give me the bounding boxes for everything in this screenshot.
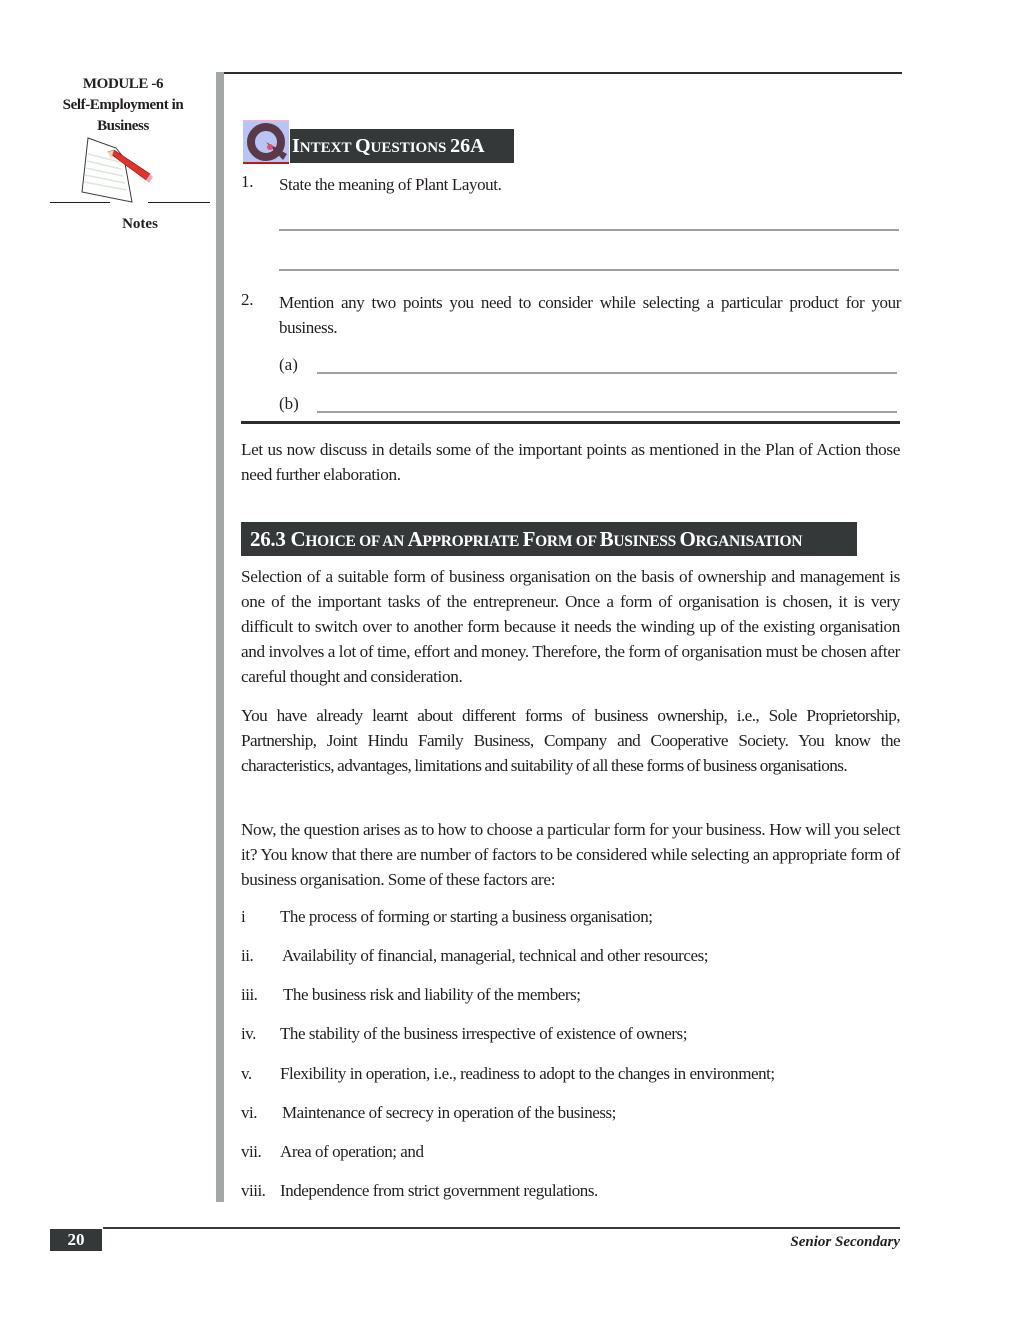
factor-text: Availability of financial, managerial, technical and other resources; [282, 946, 709, 965]
intro-paragraph: Let us now discuss in details some of the important points as mentioned in the Plan of Action those need further elaboration. [241, 440, 900, 484]
section-paragraph-3: Now, the question arises as to how to choose a particular form for your business. How will you select it? You know that there are number of factors to be considered while selecting an appropriate form of business organisation. Some of these factors are: [241, 820, 900, 889]
title-rest: RGANISATION [695, 533, 803, 550]
section-heading [241, 522, 857, 556]
answer-line-a[interactable] [317, 372, 897, 374]
question-number: 1. [241, 172, 254, 191]
answer-line[interactable] [279, 229, 899, 231]
title-number: 26A [450, 135, 485, 157]
factor-number: iii. [241, 985, 258, 1004]
factor-number: iv. [241, 1024, 256, 1043]
content-side-bar [216, 72, 224, 1202]
notes-divider-right [148, 202, 210, 203]
question-number: 2. [241, 290, 254, 309]
section-paragraph-1: Selection of a suitable form of business organisation on the basis of ownership and management is one of the important tasks of the entrepreneur. Once a form of organisation is chosen, it is very difficult to switch over to another form because it needs the winding up of the existing organisation and involves a lot of time, effort and money. Therefore, the form of organisation must be chosen after careful thought and consideration. [241, 567, 900, 686]
notes-divider-left [50, 202, 110, 203]
title-initial: C [290, 527, 306, 551]
module-number: MODULE -6 [82, 76, 164, 92]
title-rest: UESTIONS [370, 140, 451, 156]
question-text: Mention any two points you need to consider while selecting a particular product for your business. [279, 293, 901, 337]
intext-question-icon [243, 120, 289, 164]
answer-label-a: (a) [279, 355, 298, 374]
title-rest: ORM OF [535, 533, 600, 550]
title-rest: USINESS [613, 533, 680, 550]
factor-number: vii. [241, 1142, 262, 1161]
title-initial: A [407, 527, 423, 551]
factor-text: The stability of the business irrespective of existence of owners; [280, 1024, 687, 1043]
page-number: 20 [50, 1229, 102, 1251]
question-text: State the meaning of Plant Layout. [279, 175, 502, 194]
factor-text: The process of forming or starting a business organisation; [280, 907, 653, 926]
factor-number: ii. [241, 946, 254, 965]
title-initial: O [679, 527, 696, 551]
factor-text: Maintenance of secrecy in operation of the business; [282, 1103, 616, 1122]
title-rest: PPROPRIATE [422, 533, 523, 550]
factor-number: i [241, 907, 246, 926]
intext-end-rule [241, 421, 900, 424]
title-initial: Q [354, 135, 371, 157]
answer-label-b: (b) [279, 394, 299, 413]
factor-number: vi. [241, 1103, 257, 1122]
factor-text: Area of operation; and [280, 1142, 424, 1161]
factor-text: The business risk and liability of the members; [283, 985, 581, 1004]
module-header [40, 74, 206, 137]
title-initial: F [522, 527, 536, 551]
answer-line-b[interactable] [317, 411, 897, 413]
factor-number: viii. [241, 1181, 266, 1200]
factor-text: Flexibility in operation, i.e., readiness to adopt to the changes in environment; [280, 1064, 775, 1083]
footer-rule [103, 1227, 900, 1229]
answer-line[interactable] [279, 269, 899, 271]
factor-text: Independence from strict government regulations. [280, 1181, 598, 1200]
top-rule [216, 72, 902, 74]
title-initial: B [599, 527, 614, 551]
title-rest: HOICE OF AN [305, 533, 408, 550]
factor-number: v. [241, 1064, 252, 1083]
module-title-line2: Business [97, 118, 149, 134]
section-paragraph-2: You have already learnt about different forms of business ownership, i.e., Sole Proprietorship, Partnership, Joint Hindu Family Business, Company and Cooperative Society. You know the characteristics, advantages, limitations and suitability of all these forms of business organisations. [241, 706, 900, 775]
title-rest: NTEXT [299, 140, 355, 156]
footer-series-label: Senior Secondary [790, 1234, 900, 1250]
title-initial: I [292, 135, 300, 157]
section-number: 26.3 [250, 527, 286, 551]
intext-questions-title [290, 129, 514, 163]
module-title-line1: Self-Employment in [62, 97, 184, 113]
notes-label: Notes [122, 216, 158, 232]
